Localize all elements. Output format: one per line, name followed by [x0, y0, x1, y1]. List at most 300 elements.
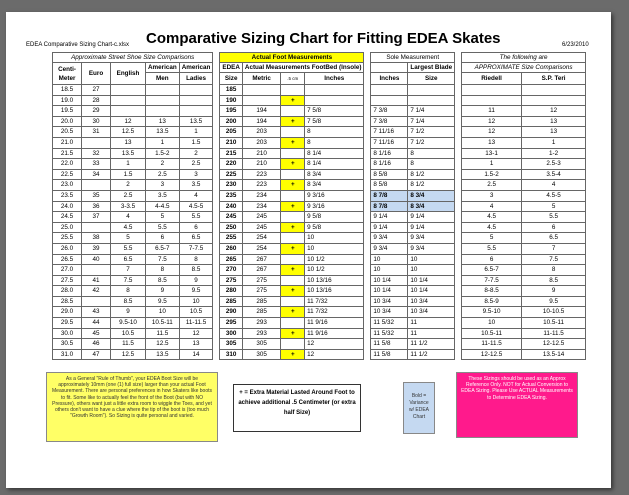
- cell-metric: 293: [242, 328, 281, 339]
- cell-eng: 13: [111, 137, 146, 148]
- cell-riedell: 13: [462, 137, 522, 148]
- cell-lad: 2: [179, 148, 213, 159]
- cell-edea: 235: [220, 190, 243, 201]
- cell-riedell: 4.5: [462, 212, 522, 223]
- table-row: [53, 212, 586, 223]
- cell-sole: 10 1/4: [371, 286, 408, 297]
- cell-cm: 24.0: [53, 201, 82, 212]
- following-header: The following are: [462, 53, 586, 63]
- approx-size-header: APPROXIMATE Size Comparisons: [462, 63, 586, 73]
- table-row: [53, 265, 586, 276]
- cell-sole: 7 3/8: [371, 106, 408, 117]
- cell-euro: [82, 296, 111, 307]
- cell-sole: 7 11/16: [371, 127, 408, 138]
- cell-men: 3.5: [146, 190, 180, 201]
- street-shoe-header: Approximate Street Shoe Size Comparisons: [53, 53, 213, 63]
- cell-eng: 8: [111, 286, 146, 297]
- cell-metric: 223: [242, 180, 281, 191]
- cell-plus: +: [281, 349, 305, 360]
- cell-edea: 205: [220, 127, 243, 138]
- table-row: [53, 296, 586, 307]
- cell-lad: 8: [179, 254, 213, 265]
- cell-sole: 8 1/16: [371, 148, 408, 159]
- cell-inches: 10 13/16: [305, 286, 364, 297]
- cell-riedell: 6.5-7: [462, 265, 522, 276]
- table-row: [53, 233, 586, 244]
- cell-euro: 30: [82, 116, 111, 127]
- cell-plus: +: [281, 95, 305, 106]
- cell-euro: [82, 137, 111, 148]
- cell-men: 8: [146, 265, 180, 276]
- cell-men: 7.5: [146, 254, 180, 265]
- table-row: [53, 148, 586, 159]
- cell-edea: 255: [220, 233, 243, 244]
- cell-sole: 10 1/4: [371, 275, 408, 286]
- cell-eng: 8.5: [111, 296, 146, 307]
- cell-harlick: 8: [522, 265, 586, 276]
- cell-metric: 210: [242, 148, 281, 159]
- cell-harlick: 1-2: [522, 148, 586, 159]
- ladies-header: Ladies: [179, 73, 213, 85]
- cell-metric: 210: [242, 159, 281, 170]
- cell-edea: 270: [220, 265, 243, 276]
- edea-size-header: Size: [220, 73, 243, 85]
- cell-metric: 203: [242, 137, 281, 148]
- table-row: [53, 339, 586, 350]
- men-header: Men: [146, 73, 180, 85]
- cell-men: 2: [146, 159, 180, 170]
- table-row: [53, 201, 586, 212]
- cell-inches: 8 3/4: [305, 169, 364, 180]
- cell-edea: 285: [220, 296, 243, 307]
- cell-eng: 2: [111, 180, 146, 191]
- cell-eng: 7: [111, 265, 146, 276]
- cell-blade: 10 1/4: [408, 275, 455, 286]
- cell-harlick: 2.5-3: [522, 159, 586, 170]
- cell-edea: 220: [220, 159, 243, 170]
- cell-blade: 8 3/4: [408, 201, 455, 212]
- cell-euro: 29: [82, 106, 111, 117]
- cell-inches: 11 9/16: [305, 318, 364, 329]
- cell-inches: 8 1/4: [305, 148, 364, 159]
- cell-cm: 21.0: [53, 137, 82, 148]
- blade-size-header: Size: [408, 73, 455, 85]
- cell-euro: 45: [82, 328, 111, 339]
- cell-sole: 7 11/16: [371, 137, 408, 148]
- rule-of-thumb-note: As a General "Rule of Thumb", your EDEA Boot Size will be approximately 10mm (one (1) full size) larger than your actual Foot Measurement. There are personal preferences in how Skaters like boots to fit. Some like to actually feel the front of the Boot (but with NO Pressure), others want just a little extra room to wiggle the Toes, and yet others don't want to have a clue where the tip of the boot is (too much "Growth Room"). So Sizing is quite personal and varied.: [46, 372, 218, 442]
- cell-plus: [281, 190, 305, 201]
- page-title: Comparative Sizing Chart for Fitting EDEA Skates: [146, 30, 501, 47]
- cell-riedell: 3: [462, 190, 522, 201]
- cell-plus: +: [281, 243, 305, 254]
- cell-inches: [305, 95, 364, 106]
- cell-euro: 47: [82, 349, 111, 360]
- cell-plus: [281, 169, 305, 180]
- cell-metric: 275: [242, 275, 281, 286]
- cell-blade: 11: [408, 328, 455, 339]
- cell-cm: 18.5: [53, 85, 82, 96]
- cell-riedell: 8-8.5: [462, 286, 522, 297]
- cell-inches: 8: [305, 127, 364, 138]
- cell-men: 12.5: [146, 339, 180, 350]
- cell-lad: 4.5-5: [179, 201, 213, 212]
- cell-euro: 38: [82, 233, 111, 244]
- cell-plus: +: [281, 222, 305, 233]
- cell-eng: 3-3.5: [111, 201, 146, 212]
- cell-harlick: 7: [522, 243, 586, 254]
- cell-inches: 9 3/16: [305, 190, 364, 201]
- cell-blade: 10 1/4: [408, 286, 455, 297]
- cell-euro: 41: [82, 275, 111, 286]
- cell-riedell: 13-1: [462, 148, 522, 159]
- cell-men: 6.5-7: [146, 243, 180, 254]
- cell-inches: 10 1/2: [305, 254, 364, 265]
- cell-metric: 305: [242, 349, 281, 360]
- cell-riedell: 2.5: [462, 180, 522, 191]
- cell-lad: 6.5: [179, 233, 213, 244]
- cell-metric: 223: [242, 169, 281, 180]
- approx-reference-note: These Sizings should be used as an Approx Reference Only. NOT for Actual Conversion to EDEA Sizing. Please Use ACTUAL Measurements to Determine EDEA Sizing.: [456, 372, 578, 438]
- cell-edea: 250: [220, 222, 243, 233]
- cell-metric: 234: [242, 190, 281, 201]
- cell-eng: 12.5: [111, 349, 146, 360]
- cell-metric: 203: [242, 127, 281, 138]
- cell-men: 3: [146, 180, 180, 191]
- cell-sole: 10: [371, 265, 408, 276]
- cell-lad: 13: [179, 339, 213, 350]
- cell-lad: [179, 85, 213, 96]
- table-row: [53, 222, 586, 233]
- cell-men: 4-4.5: [146, 201, 180, 212]
- cell-cm: 30.0: [53, 328, 82, 339]
- cell-men: 10.5-11: [146, 318, 180, 329]
- bold-variance-note: Bold = Variance w/ EDEA Chart: [403, 382, 435, 434]
- cell-riedell: 12-12.5: [462, 349, 522, 360]
- cell-blade: 9 1/4: [408, 212, 455, 223]
- cell-inches: 11 9/16: [305, 328, 364, 339]
- cell-metric: 194: [242, 106, 281, 117]
- sole-inches-header: Inches: [371, 73, 408, 85]
- cell-metric: 254: [242, 233, 281, 244]
- cell-cm: 31.0: [53, 349, 82, 360]
- cell-harlick: 1: [522, 137, 586, 148]
- cell-harlick: 12-12.5: [522, 339, 586, 350]
- cell-riedell: 11: [462, 106, 522, 117]
- cell-men: 9.5: [146, 296, 180, 307]
- cell-blade: 8 3/4: [408, 190, 455, 201]
- cell-inches: 11 7/32: [305, 307, 364, 318]
- cell-cm: 27.0: [53, 265, 82, 276]
- centi-label: Centi-: [58, 65, 76, 73]
- cell-euro: 40: [82, 254, 111, 265]
- cell-plus: [281, 275, 305, 286]
- cell-plus: +: [281, 286, 305, 297]
- cell-euro: 32: [82, 148, 111, 159]
- cell-riedell: [462, 85, 522, 96]
- cell-blade: 9 1/4: [408, 222, 455, 233]
- cell-inches: 7 5/8: [305, 116, 364, 127]
- cell-eng: 5: [111, 233, 146, 244]
- cell-metric: 234: [242, 201, 281, 212]
- cell-metric: 285: [242, 307, 281, 318]
- cell-cm: 21.5: [53, 148, 82, 159]
- cell-blade: 11 1/2: [408, 339, 455, 350]
- cell-lad: 6: [179, 222, 213, 233]
- cell-riedell: 6: [462, 254, 522, 265]
- cell-harlick: 9.5: [522, 296, 586, 307]
- cell-eng: 12.5: [111, 127, 146, 138]
- cell-cm: 22.0: [53, 159, 82, 170]
- cell-riedell: 9.5-10: [462, 307, 522, 318]
- cell-sole: 10 3/4: [371, 307, 408, 318]
- cell-lad: 13.5: [179, 116, 213, 127]
- cell-harlick: 6: [522, 222, 586, 233]
- table-row: [53, 318, 586, 329]
- cell-lad: 10.5: [179, 307, 213, 318]
- cell-sole: 8 7/8: [371, 190, 408, 201]
- cell-inches: [305, 85, 364, 96]
- cell-euro: [82, 222, 111, 233]
- cell-lad: 11-11.5: [179, 318, 213, 329]
- actual-foot-header: Actual Foot Measurements: [220, 53, 364, 63]
- cell-edea: 200: [220, 116, 243, 127]
- cell-cm: 29.5: [53, 318, 82, 329]
- cell-lad: 8.5: [179, 265, 213, 276]
- cell-euro: 36: [82, 201, 111, 212]
- cell-edea: 300: [220, 328, 243, 339]
- cell-harlick: [522, 85, 586, 96]
- table-row: [53, 190, 586, 201]
- cell-metric: 285: [242, 296, 281, 307]
- cell-plus: [281, 127, 305, 138]
- cell-eng: 7.5: [111, 275, 146, 286]
- cell-blade: 9 3/4: [408, 243, 455, 254]
- cell-men: 13: [146, 116, 180, 127]
- riedell-header: Riedell: [462, 73, 522, 85]
- edea-header: EDEA: [220, 63, 243, 73]
- cell-cm: 22.5: [53, 169, 82, 180]
- cell-inches: 12: [305, 349, 364, 360]
- english-header: English: [111, 63, 146, 85]
- cell-men: 1.5-2: [146, 148, 180, 159]
- cell-metric: 245: [242, 212, 281, 223]
- cell-eng: 12: [111, 116, 146, 127]
- cell-eng: 9.5-10: [111, 318, 146, 329]
- cell-euro: 43: [82, 307, 111, 318]
- cell-harlick: 12: [522, 106, 586, 117]
- cell-lad: 9.5: [179, 286, 213, 297]
- cell-cm: 19.5: [53, 106, 82, 117]
- table-row: [53, 307, 586, 318]
- cell-plus: +: [281, 137, 305, 148]
- cell-harlick: 7.5: [522, 254, 586, 265]
- cell-blade: 7 1/4: [408, 116, 455, 127]
- cell-euro: 42: [82, 286, 111, 297]
- cell-cm: 20.5: [53, 127, 82, 138]
- cell-plus: +: [281, 265, 305, 276]
- cell-harlick: 4.5-5: [522, 190, 586, 201]
- cell-plus: +: [281, 201, 305, 212]
- actual-footbed-header: Actual Measurements FootBed (Insole): [242, 63, 364, 73]
- cell-men: 5: [146, 212, 180, 223]
- cell-euro: 44: [82, 318, 111, 329]
- cell-harlick: 3.5-4: [522, 169, 586, 180]
- cell-men: 8.5: [146, 275, 180, 286]
- cell-blade: 9 3/4: [408, 233, 455, 244]
- cell-inches: 8 3/4: [305, 180, 364, 191]
- cell-riedell: 11-11.5: [462, 339, 522, 350]
- metric-header: Metric: [242, 73, 281, 85]
- cell-blade: 11 1/2: [408, 349, 455, 360]
- cell-cm: 25.0: [53, 222, 82, 233]
- cell-edea: 290: [220, 307, 243, 318]
- extra-material-note: + = Extra Material Lasted Around Foot to achieve additional .5 Centimeter (or extra half Size): [233, 384, 361, 432]
- cell-men: [146, 106, 180, 117]
- cell-blade: 7 1/4: [408, 106, 455, 117]
- cell-plus: +: [281, 328, 305, 339]
- cell-metric: 267: [242, 254, 281, 265]
- cell-men: 11.5: [146, 328, 180, 339]
- table-row: [53, 275, 586, 286]
- cell-plus: [281, 339, 305, 350]
- cell-euro: 39: [82, 243, 111, 254]
- cell-eng: [111, 106, 146, 117]
- cell-lad: 7-7.5: [179, 243, 213, 254]
- cell-eng: 10.5: [111, 328, 146, 339]
- cell-harlick: 5: [522, 201, 586, 212]
- cell-blade: [408, 85, 455, 96]
- cell-blade: 10 3/4: [408, 296, 455, 307]
- cell-euro: 31: [82, 127, 111, 138]
- cell-plus: [281, 233, 305, 244]
- cell-inches: 8: [305, 137, 364, 148]
- cell-metric: 275: [242, 286, 281, 297]
- cell-sole: 8 5/8: [371, 180, 408, 191]
- cell-cm: 28.5: [53, 296, 82, 307]
- table-row: [53, 169, 586, 180]
- cell-riedell: 4.5: [462, 222, 522, 233]
- table-row: [53, 349, 586, 360]
- cell-eng: 13.5: [111, 148, 146, 159]
- cell-euro: 37: [82, 212, 111, 223]
- cell-edea: 195: [220, 106, 243, 117]
- cell-plus: [281, 106, 305, 117]
- cell-blade: 8: [408, 148, 455, 159]
- cell-cm: 25.5: [53, 233, 82, 244]
- cell-harlick: 10.5-11: [522, 318, 586, 329]
- sp-teri-header: S.P. Teri: [541, 75, 566, 82]
- cell-blade: 8 1/2: [408, 169, 455, 180]
- cell-riedell: 10.5-11: [462, 328, 522, 339]
- cell-sole: 11 5/8: [371, 339, 408, 350]
- sizing-table: [52, 52, 586, 360]
- cell-plus: [281, 296, 305, 307]
- cell-riedell: 12: [462, 127, 522, 138]
- largest-blade-header: Largest Blade: [408, 63, 455, 73]
- cell-cm: 24.5: [53, 212, 82, 223]
- cell-riedell: 8.5-9: [462, 296, 522, 307]
- cell-lad: 3.5: [179, 180, 213, 191]
- cell-riedell: 12: [462, 116, 522, 127]
- cell-eng: [111, 95, 146, 106]
- cell-sole: 8 5/8: [371, 169, 408, 180]
- cell-eng: 4: [111, 212, 146, 223]
- table-row: [53, 254, 586, 265]
- cell-inches: 10 13/16: [305, 275, 364, 286]
- table-row: [53, 137, 586, 148]
- cell-harlick: 6.5: [522, 233, 586, 244]
- cell-blade: 10 3/4: [408, 307, 455, 318]
- table-row: [53, 95, 586, 106]
- cell-sole: 9 3/4: [371, 233, 408, 244]
- cell-cm: 19.0: [53, 95, 82, 106]
- cell-eng: 5.5: [111, 243, 146, 254]
- cell-blade: 10: [408, 254, 455, 265]
- cell-eng: 11.5: [111, 339, 146, 350]
- cell-sole: 9 1/4: [371, 212, 408, 223]
- cell-riedell: 1.5-2: [462, 169, 522, 180]
- cell-plus: [281, 212, 305, 223]
- cell-eng: 4.5: [111, 222, 146, 233]
- cell-blade: 7 1/2: [408, 127, 455, 138]
- cell-euro: 46: [82, 339, 111, 350]
- cell-inches: 9 3/16: [305, 201, 364, 212]
- cell-sole: 8 1/16: [371, 159, 408, 170]
- cell-metric: [242, 85, 281, 96]
- inches-header: Inches: [305, 73, 364, 85]
- cell-cm: 27.5: [53, 275, 82, 286]
- american-ladies-header: American: [179, 63, 213, 73]
- cell-eng: 1: [111, 159, 146, 170]
- cell-edea: 280: [220, 286, 243, 297]
- cell-plus: +: [281, 116, 305, 127]
- cell-edea: 275: [220, 275, 243, 286]
- cell-edea: 295: [220, 318, 243, 329]
- cell-cm: 26.5: [53, 254, 82, 265]
- cell-blade: 8: [408, 159, 455, 170]
- cell-men: [146, 85, 180, 96]
- cell-cm: 26.0: [53, 243, 82, 254]
- cell-lad: 2.5: [179, 159, 213, 170]
- cell-inches: 8 1/4: [305, 159, 364, 170]
- cell-metric: 245: [242, 222, 281, 233]
- cell-riedell: 1: [462, 159, 522, 170]
- cell-inches: 7 5/8: [305, 106, 364, 117]
- cell-edea: 245: [220, 212, 243, 223]
- cell-eng: [111, 85, 146, 96]
- cell-euro: 33: [82, 159, 111, 170]
- cell-edea: 210: [220, 137, 243, 148]
- cell-sole: [371, 95, 408, 106]
- table-row: [53, 243, 586, 254]
- cell-sole: 9 1/4: [371, 222, 408, 233]
- cell-edea: 305: [220, 339, 243, 350]
- meter-label: Meter: [58, 74, 76, 82]
- cell-edea: 260: [220, 243, 243, 254]
- cell-metric: 254: [242, 243, 281, 254]
- cell-lad: 14: [179, 349, 213, 360]
- cell-edea: 185: [220, 85, 243, 96]
- cell-euro: 28: [82, 95, 111, 106]
- cell-riedell: 4: [462, 201, 522, 212]
- cell-inches: 9 5/8: [305, 212, 364, 223]
- cell-men: 6: [146, 233, 180, 244]
- cell-euro: 35: [82, 190, 111, 201]
- cell-sole: 10: [371, 254, 408, 265]
- half-cm-header: .5 cm: [281, 73, 305, 85]
- cell-blade: 10: [408, 265, 455, 276]
- cell-sole: 11 5/32: [371, 318, 408, 329]
